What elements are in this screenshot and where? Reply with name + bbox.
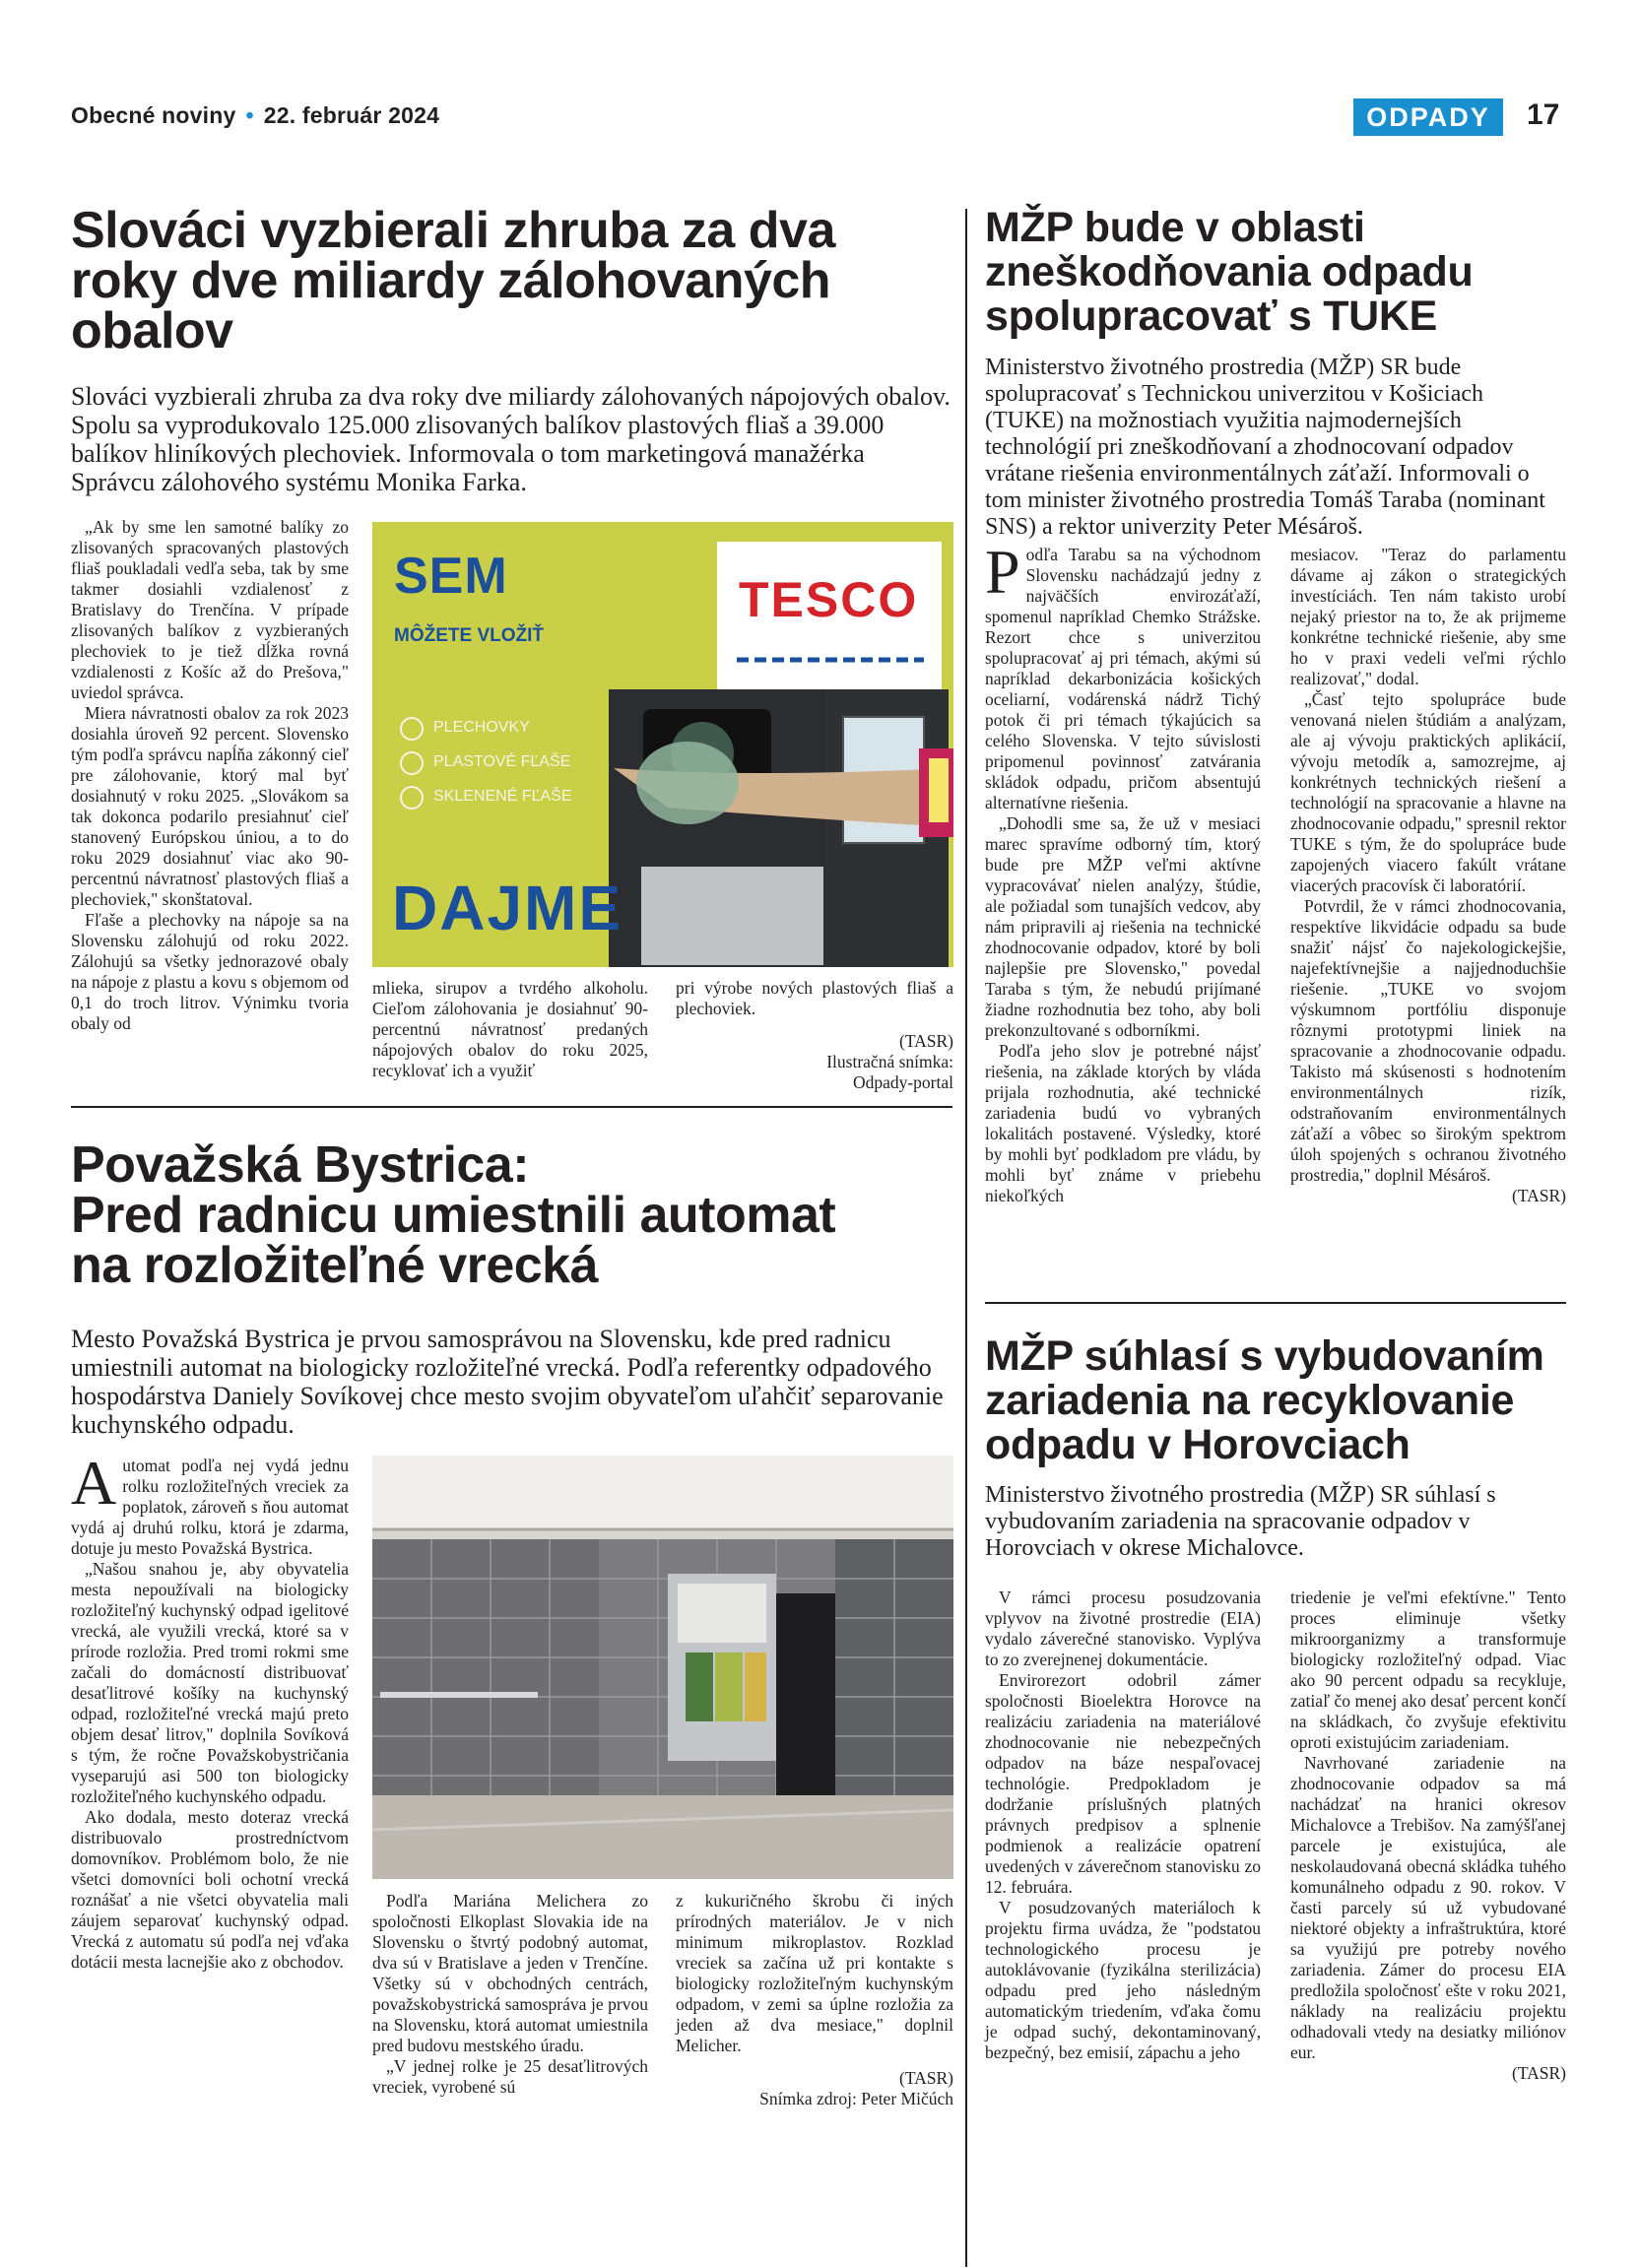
article2-title (71, 1136, 952, 1294)
article2-title-line2: Pred radnicu umiestnili automat (71, 1187, 836, 1244)
page-number: 17 (1527, 98, 1560, 131)
article4-column-2 (1290, 1588, 1566, 2084)
article3-col2-p3: Potvrdil, že v rámci zhodnocovania, respektíve likvidácie odpadu sa bude snažiť nájsť čo najekologickejšie, najefektívnejšie a najjednoduchšie riešenie. „TUKE vo svojom výskumnom portfóliu disponuje rôznymi prototypmi liniek na spracovanie a zhodnocovanie odpadu. Takisto má skúsenosti s hodnotením environmentálnych rizík, odstraňovaním environmentálnych záťaží a vôbec so širokým spektrom úloh spojených s ochranou životného prostredia," doplnil Mésároš. (1290, 896, 1566, 1185)
article1-column-3 (676, 978, 953, 1093)
article3-source: (TASR) (1512, 1186, 1566, 1205)
article3-column-2 (1290, 545, 1566, 1206)
article4-col2-p1: triedenie je veľmi efektívne." Tento proces eliminuje všetky mikroorganizmy a transformuje biologicky rozložiteľný odpad. Viac ako 90 percent odpadu sa recykluje, zatiaľ čo menej ako desať percent končí na skládkach, čo zvyšuje efektivitu oproti existujúcim zariadeniam. (1290, 1588, 1566, 1752)
page-header-publication (71, 102, 439, 129)
article2-title-line1: Považská Bystrica: (71, 1136, 530, 1194)
article2-col1-p1: utomat podľa nej vydá jednu rolku rozložiteľných vreciek za poplatok, zároveň s ňou automat vydá aj druhú rolku, ktorá je zdarma, dotuje ju mesto Považská Bystrica. (71, 1456, 349, 1558)
article2-col1-p2: „Našou snahou je, aby obyvatelia mesta nepoužívali na biologicky rozložiteľný kuchynský odpad igelitové vrecká, ale využili vrecká, ktoré sa v prírode rozložia. Pred tromi rokmi sme začali do domácností distribuovať desaťlitrové košíky na kuchynský odpad, rozložiteľné vrecká majú preto objem desať litrov," doplnila Sovíková s tým, že ročne Považskobystričania vyseparujú asi 500 ton biologicky rozložiteľného kuchynského odpadu. (71, 1559, 349, 1806)
article1-col1-p3: Fľaše a plechovky na nápoje sa na Slovensku zálohujú od roku 2022. Zálohujú sa všetky jednorazové obaly na nápoje z plastu a kovu s objemom od 0,1 do troch litrov. Výnimku tvoria obaly od (71, 910, 349, 1033)
article4-title (985, 1334, 1576, 1467)
article4-lead: Ministerstvo životného prostredia (MŽP) SR súhlasí s vybudovaním zariadenia na spracovanie odpadov v Horovciach v okrese Michalovce. (985, 1482, 1496, 1561)
article2-photo (372, 1456, 953, 1879)
article1-col1-p1: „Ak by sme len samotné balíky zo zlisovaných spracovaných plastových fliaš poukladali vedľa seba, tak by sme takmer dosiahli vzdialenosť z Bratislavy do Trenčína. V prípade zlisovaných balíkov z vyzbieraných plechoviek to je tiež dĺžka rovná vzdialenosti z Košíc až do Prešova," uviedol správca. (71, 517, 349, 702)
article3-title-line2: zneškodňovania odpadu (985, 248, 1474, 295)
article3-col1-p3: Podľa jeho slov je potrebné nájsť riešenia, na základe ktorých by vláda prijala rozhodnutia, aké technické zariadenia budú vo vybraných lokalitách postavené. Výsledky, ktoré by mohli byť podkladom pre vládu, by mohli byť známe v priebehu niekoľkých (985, 1041, 1261, 1205)
article4-col2-p2: Navrhované zariadenie na zhodnocovanie odpadov sa má nachádzať na hranici okresov Michalovce a Trebišov. Na zamýšľanej parcele je existujúca, ale neskolaudovaná obecná skládka tuhého komunálneho odpadu z 90. rokov. V časti parcely sú už vybudované niektoré objekty a infraštruktúra, ktoré sa využijú pre potreby nového zariadenia. Zámer do procesu EIA predložila spoločnosť ešte v roku 2021, náklady na realizáciu projektu odhadovali vtedy na desiatky miliónov eur. (1290, 1753, 1566, 2062)
article4-column-1 (985, 1588, 1261, 2063)
article2-col2-p2: „V jednej rolke je 25 desaťlitrových vreciek, vyrobené sú (372, 2056, 648, 2097)
article1-source: (TASR) (899, 1031, 953, 1051)
vending-machine-photo (372, 1456, 953, 1879)
article4-title-line3: odpadu v Horovciach (985, 1421, 1410, 1468)
article3-column-1 (985, 537, 1261, 1206)
photo-text-item2: PLASTOVÉ FĽAŠE (433, 753, 571, 770)
article3-col1-p2: „Dohodli sme sa, že už v mesiaci marec spravíme odborný tím, ktorý bude pre MŽP veľmi aktívne vypracovávať nielen analýzy, štúdie, ale požiadal som tunajších vedcov, aby nám pripravili aj riešenia na technické zhodnocovanie odpadov, ktoré by boli najlepšie pre Slovensko," povedal Taraba s tým, že nebudú prijímané žiadne rozhodnutia bez toho, aby boli prekonzultované s odborníkmi. (985, 813, 1261, 1040)
article3-title (985, 206, 1576, 339)
article1-col3-text: pri výrobe nových plastových fliaš a plechoviek. (676, 978, 953, 1018)
photo-text-item3: SKLENENÉ FĽAŠE (433, 788, 572, 805)
article4-title-line2: zariadenia na recyklovanie (985, 1377, 1515, 1424)
article2-col2-p1: Podľa Mariána Melichera zo spoločnosti Elkoplast Slovakia ide na Slovensku o štvrtý podobný automat, dva sú v Bratislave a jeden v Trenčíne. Všetky sú v obchodných centrách, považskobystrická samospráva je prvou na Slovensku, ktorá automat umiestnila pred budovu mestského úradu. (372, 1891, 648, 2055)
article3-col1-p1: odľa Tarabu sa na východnom Slovensku nachádzajú jedny z najväčších envirozáťaží, spomenul napríklad Chemko Strážske. Rezort chce s univerzitou spolupracovať aj pri témach, akými sú napríklad dekarbonizácia košických oceliarní, vodárenská nádrž Tichý potok či pri témach týkajúcich sa celého Slovenska. V tejto súvislosti pripomenul povinnosť zatvárania skládok odpadu, pričom absentujú alternatívne riešenia. (985, 545, 1261, 812)
section-label: ODPADY (1353, 98, 1503, 136)
article3-col2-p2: „Časť tejto spolupráce bude venovaná nielen štúdiám a analýzam, ale aj vývoju praktických aplikácií, vývoju metodík a, samozrejme, aj konkrétnych technických riešení a technológií na spracovanie a hlavne na zhodnocovanie odpadu," spresnil rektor TUKE s tým, že do spolupráce bude zapojených viacero fakúlt vrátane viacerých pracovísk či laboratórií. (1290, 689, 1566, 895)
article1-col2-text: mlieka, sirupov a tvrdého alkoholu. Cieľom zálohovania je dosiahnuť 90-percentnú návratnosť predaných nápojových obalov do roku 2025, recyklovať ich a využiť (372, 978, 648, 1080)
article4-title-line1: MŽP súhlasí s vybudovaním (985, 1332, 1544, 1380)
article1-title: Slováci vyzbierali zhruba za dva roky dve miliardy zálohovaných obalov (71, 202, 835, 359)
photo-text-tesco: TESCO (739, 572, 919, 627)
article1-photo (372, 522, 953, 967)
article4-col1-p1: V rámci procesu posudzovania vplyvov na životné prostredie (EIA) vydalo záverečné stanovisko. Vyplýva to zo zverejnenej dokumentácie. (985, 1588, 1261, 1669)
article3-drop-cap: P (985, 537, 1020, 607)
article2-col1-p3: Ako dodala, mesto doteraz vrecká distribuovalo prostredníctvom domovníkov. Problémom bolo, že nie všetci domovníci boli ochotní vrecká roznášať a nie všetci obyvatelia mali záujem separovať kuchynský odpad. Vrecká z automatu sú podľa nej vďaka dotácii mesta lacnejšie ako z obchodov. (71, 1807, 349, 1972)
article3-title-line1: MŽP bude v oblasti (985, 204, 1365, 251)
article4-col1-p3: V posudzovaných materiáloch k projektu firma uvádza, že "podstatou technologického procesu je autoklávovanie (fyzikálna sterilizácia) odpadu pred jeho následným automatickým triedením, vďaka čomu je odpad suchý, dekontaminovaný, bezpečný, bez emisií, zápachu a jeho (985, 1898, 1261, 2062)
article2-title-line3: na rozložiteľné vrecká (71, 1237, 599, 1294)
article-separator-right (985, 1302, 1566, 1304)
article3-col2-p1: mesiacov. "Teraz do parlamentu dávame aj zákon o strategických investíciách. Ten nám takisto urobí nejaký priestor na to, že ak prijmeme konkrétne technické riešenie, aby sme ho v praxi vedeli veľmi rýchlo realizovať," dodal. (1290, 545, 1566, 688)
photo-text-dajme: DAJME (392, 873, 623, 943)
article1-column-2 (372, 978, 648, 1081)
publication-name: Obecné noviny (71, 102, 236, 128)
article2-lead: Mesto Považská Bystrica je prvou samosprávou na Slovensku, kde pred radnicu umiestnili automat na biologicky rozložiteľné vrecká. Podľa referentky odpadového hospodárstva Daniely Sovíkovej chce mesto svojim obyvateľom uľahčiť separovanie kuchynského odpadu. (71, 1325, 944, 1439)
photo-text-sem: SEM (394, 548, 508, 605)
article1-photo-caption-1: Ilustračná snímka: (826, 1052, 953, 1071)
article1-column-1 (71, 517, 349, 1034)
article4-col1-p2: Envirorezort odobril zámer spoločnosti Bioelektra Horovce na realizáciu zariadenia na materiálové zhodnocovanie nie nebezpečných odpadov na báze nespaľovacej technológie. Predpokladom je dodržanie príslušných platných právnych predpisov a splnenie podmienok a realizácie opatrení uvedených v záverečnom stanovisku zo 12. februára. (985, 1670, 1261, 1897)
article2-drop-cap: A (71, 1448, 117, 1518)
article1-photo-caption-2: Odpady-portal (852, 1072, 953, 1092)
article2-col3-text: z kukuričného škrobu či iných prírodných materiálov. Je v nich minimum mikroplastov. Rozklad vreciek sa začína už pri kontakte s biologicky rozložiteľným kuchynským odpadom, v zemi sa úplne rozložia za jeden až dva mesiace," doplnil Melicher. (676, 1891, 953, 2055)
column-divider (965, 209, 967, 2267)
separator-dot: • (245, 102, 254, 128)
article2-source: (TASR) (899, 2068, 953, 2088)
article2-column-3 (676, 1891, 953, 2109)
publication-date: 22. február 2024 (263, 102, 440, 128)
article1-lead: Slováci vyzbierali zhruba za dva roky dve miliardy zálohovaných nápojových obalov. Spolu sa vyprodukovalo 125.000 zlisovaných balíkov plastových fliaš a 39.000 balíkov hliníkových plechoviek. Informovala o tom marketingová manažérka Správcu zálohového systému Monika Farka. (71, 382, 951, 496)
article2-photo-caption: Snímka zdroj: Peter Mičúch (759, 2089, 953, 2108)
photo-text-mozete: MÔŽETE VLOŽIŤ (394, 625, 544, 646)
article3-title-line3: spolupracovať s TUKE (985, 292, 1438, 340)
article2-column-2 (372, 1891, 648, 2098)
article3-lead: Ministerstvo životného prostredia (MŽP) SR bude spolupracovať s Technickou univerzitou v Košiciach (TUKE) na možnostiach využitia najmodernejších technológií pri zneškodňovaní a zhodnocovaní odpadov vrátane riešenia environmentálnych záťaží. Informovali o tom minister životného prostredia Tomáš Taraba (nominant SNS) a rektor univerzity Peter Mésároš. (985, 355, 1545, 540)
article1-col1-p2: Miera návratnosti obalov za rok 2023 dosiahla úroveň 92 percent. Slovensko tým podľa správcu napĺňa zákonný cieľ pre zálohovanie, ktorý mal byť dosiahnutý v roku 2025. „Slovákom sa tak dokonca podarilo presiahnuť cieľ stanovený Európskou úniou, a to do roku 2029 dosiahnuť viac ako 90-percentnú návratnosť plastových fliaš a plechoviek," skonštatoval. (71, 703, 349, 909)
photo-text-item1: PLECHOVKY (433, 719, 530, 736)
article-separator (71, 1106, 952, 1108)
article4-source: (TASR) (1512, 2063, 1566, 2083)
article2-column-1 (71, 1448, 349, 1973)
